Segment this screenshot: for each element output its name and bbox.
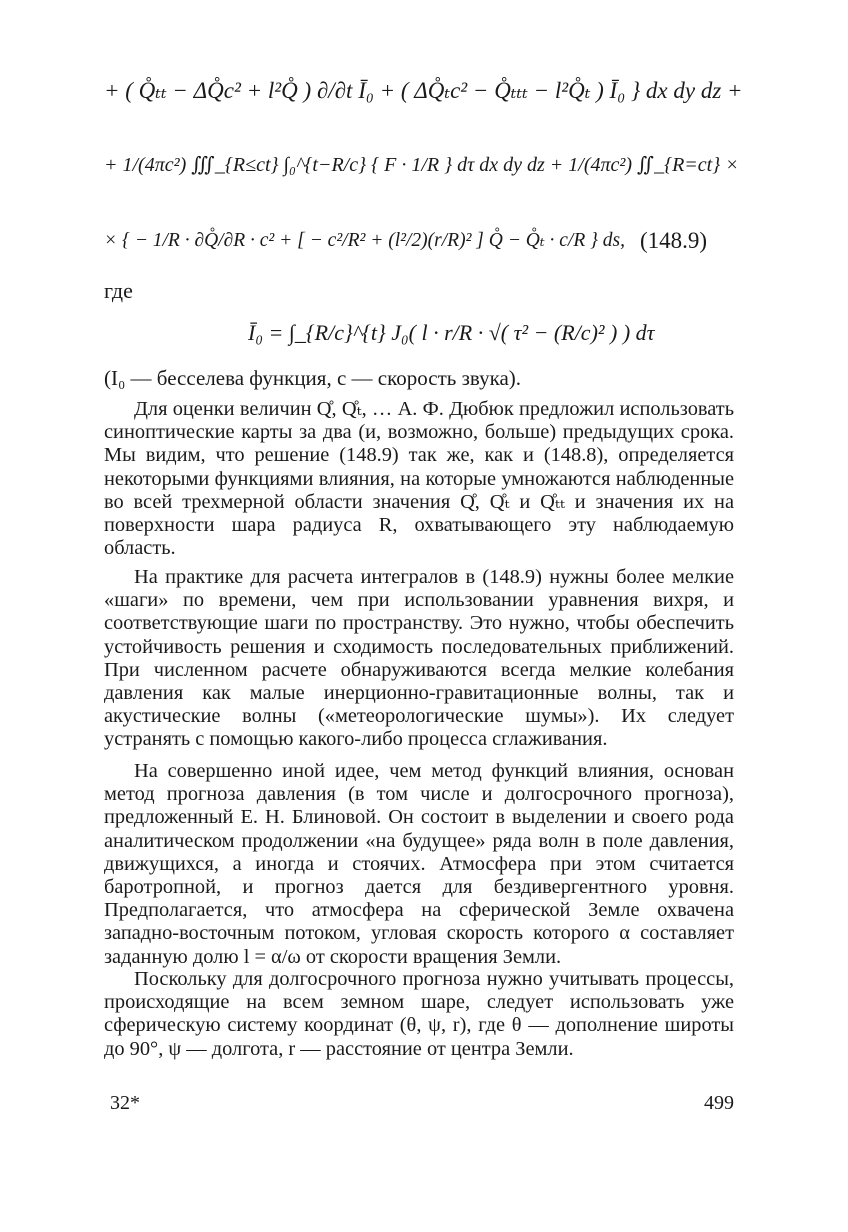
where-label: где — [104, 278, 133, 303]
formula-line-3: × { − 1/R · ∂Q̊/∂R · c² + [ − c²/R² + (l²/2)(r/R)² ] Q̊ − Q̊ₜ · c/R } ds, — [104, 230, 626, 251]
bessel-integral-formula: Ī₀ = ∫_{R/c}^{t} J₀( l · r/R · √( τ² − (R/c)² ) ) dτ — [248, 320, 655, 345]
paragraph-2: На практике для расчета интегралов в (148.9) нужны более мелкие «шаги» по времени, чем при использовании уравнения вихря, и соответствующие шаги по пространству. Это нужно, чтобы обеспечить устойчивость решения и сходимость последовательных приближений. При численном расчете обнаруживаются всегда мелкие колебания давления как малые инерционно-гравитационные волны, так и акустические волны («метеорологические шумы»). Их следует устранять с помощью какого-либо процесса сглаживания. — [104, 566, 734, 751]
paragraph-1: Для оценки величин Q̊, Q̊ₜ, … А. Ф. Дюбюк предложил использовать синоптические карты за два (и, возможно, больше) предыдущих срока. Мы видим, что решение (148.9) так же, как и (148.8), определяется некоторыми функциями влияния, на которые умножаются наблюденные во всей трехмерной области значения Q̊, Q̊ₜ и Q̊ₜₜ и значения их на поверхности шара радиуса R, охватывающего эту наблюдаемую область. — [104, 398, 734, 560]
equation-number: (148.9) — [640, 228, 708, 253]
formula-line-1: + ( Q̊ₜₜ − ΔQ̊c² + l²Q̊ ) ∂/∂t Ī₀ + ( ΔQ̊ₜc² − Q̊ₜₜₜ − l²Q̊ₜ ) Ī₀ } dx dy dz + — [104, 78, 743, 103]
bessel-note: (I₀ — бесселева функция, c — скорость звука). — [104, 366, 522, 390]
paragraph-4: Поскольку для долгосрочного прогноза нужно учитывать процессы, происходящие на всем земном шаре, следует использовать уже сферическую систему координат (θ, ψ, r), где θ — дополнение широты до 90°, ψ — долгота, r — расстояние от центра Земли. — [104, 968, 734, 1060]
signature-mark: 32* — [110, 1092, 140, 1114]
formula-line-2: + 1/(4πc²) ∭_{R≤ct} ∫₀^{t−R/c} { F · 1/R } dτ dx dy dz + 1/(4πc²) ∬_{R=ct} × — [104, 154, 739, 176]
page-number: 499 — [704, 1092, 734, 1114]
paragraph-3: На совершенно иной идее, чем метод функций влияния, основан метод прогноза давления (в том числе и долгосрочного прогноза), предложенный Е. Н. Блиновой. Он состоит в выделении и своего рода аналитическом продолжении «на будущее» ряда волн в поле давления, движущихся, а иногда и стоячих. Атмосфера при этом считается баротропной, и прогноз дается для бездивергентного уровня. Предполагается, что атмосфера на сферической Земле охвачена западно-восточным потоком, угловая скорость которого α составляет заданную долю l = α/ω от скорости вращения Земли. — [104, 760, 734, 968]
